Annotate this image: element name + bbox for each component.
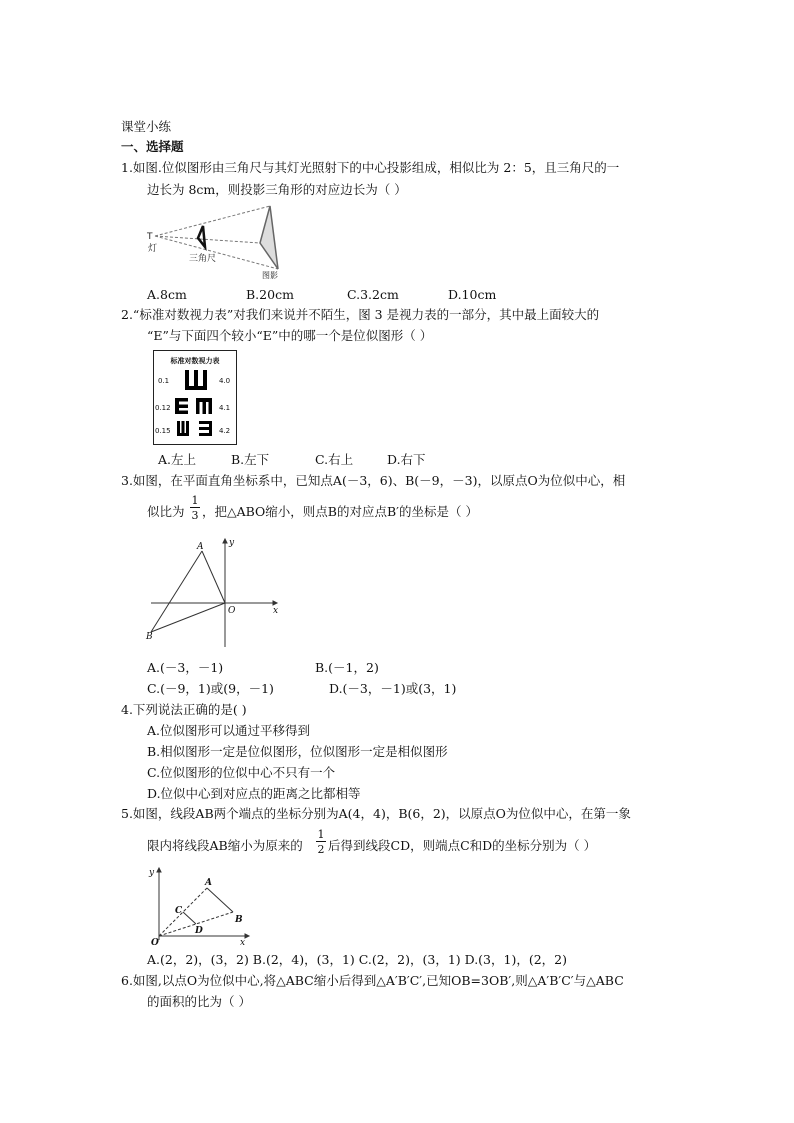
q2-left-label-3: 0.15 [155, 427, 171, 435]
q2-option-b: B.左下 [231, 452, 270, 467]
q2-option-d: D.右下 [387, 452, 426, 467]
q6-stem-line2: 的面积的比为（ ） [147, 994, 251, 1009]
q2-large-e-icon [185, 370, 207, 390]
q5-point-d-label: D [195, 926, 203, 936]
q1-option-a: A.8cm [147, 287, 187, 302]
q3-coordinate-figure [145, 535, 285, 650]
q2-right-label-2: 4.1 [219, 404, 231, 412]
q5-stem-line2-start: 限内将线段AB缩小为原来的 [147, 838, 303, 853]
q2-option-a: A.左上 [158, 452, 197, 467]
q1-shadow-label: 图影 [262, 271, 278, 280]
q5-stem-line1: 5.如图，线段AB两个端点的坐标分别为A(4，4)，B(6，2)，以原点O为位似中心，在第一象 [121, 806, 631, 821]
q3-origin-label: O [228, 606, 236, 616]
q3-stem-line2-end: ，把△ABO缩小，则点B的对应点B′的坐标是（ ） [202, 504, 478, 519]
q5-point-a-label: A [205, 878, 212, 888]
q4-option-a: A.位似图形可以通过平移得到 [147, 723, 311, 738]
q3-fraction-bar [190, 507, 200, 508]
q2-left-label-1: 0.1 [158, 377, 170, 385]
q3-point-b-label: B [146, 632, 153, 642]
q1-stem-line2: 边长为 8cm，则投影三角形的对应边长为（ ） [147, 182, 407, 197]
q2-small-e-top-left-icon [175, 398, 188, 414]
q5-options: A.(2，2)，(3，2) B.(2，4)，(3，1) C.(2，2)，(3，1) D.(3，1)，(2，2) [147, 952, 567, 967]
q5-fraction-bar [316, 841, 326, 842]
q2-chart-title: 标准对数视力表 [170, 357, 220, 365]
q1-ruler-label: 三角尺 [189, 254, 217, 264]
q6-stem-line1: 6.如图,以点O为位似中心,将△ABC缩小后得到△A′B′C′,已知OB=3OB′,则△A′B′C′与△ABC [121, 973, 624, 988]
q4-option-d: D.位似中心到对应点的距离之比都相等 [147, 786, 361, 801]
q5-coordinate-figure [145, 866, 255, 948]
q2-small-e-top-right-icon [196, 398, 212, 414]
q5-x-axis-label: x [240, 938, 246, 948]
q3-option-c: C.(－9，1)或(9，－1) [147, 681, 274, 696]
q3-y-axis-label: y [229, 538, 235, 548]
q1-option-b: B.20cm [246, 287, 294, 302]
q3-point-a-label: A [197, 542, 204, 552]
q1-projection-figure [145, 203, 295, 281]
q5-y-axis-label: y [149, 868, 155, 878]
q2-right-label-1: 4.0 [219, 377, 231, 385]
q1-option-c: C.3.2cm [347, 287, 399, 302]
q5-fraction-denominator: 2 [317, 843, 325, 856]
q5-point-b-label: B [235, 915, 243, 925]
q2-option-c: C.右上 [315, 452, 354, 467]
q3-fraction-numerator: 1 [191, 494, 199, 507]
q1-stem-line1: 1.如图.位似图形由三角尺与其灯光照射下的中心投影组成，相似比为 2：5，且三角尺的一 [121, 160, 620, 175]
q4-stem: 4.下列说法正确的是( ) [121, 702, 247, 717]
part-title: 一、选择题 [121, 139, 184, 154]
section-title: 课堂小练 [121, 119, 172, 134]
q1-option-d: D.10cm [448, 287, 497, 302]
q2-small-e-bottom-left-icon [177, 421, 189, 436]
q5-stem-line2-end: 后得到线段CD，则端点C和D的坐标分别为（ ） [328, 838, 597, 853]
q2-right-label-3: 4.2 [219, 427, 231, 435]
q2-stem-line1: 2.“标准对数视力表”对我们来说并不陌生，图 3 是视力表的一部分，其中最上面较大的 [121, 307, 600, 322]
q3-fraction-denominator: 3 [191, 509, 199, 522]
q2-stem-line2: “E”与下面四个较小“E”中的哪一个是位似图形（ ） [147, 328, 433, 343]
q1-lamp-label: 灯 [148, 244, 158, 254]
q5-point-c-label: C [175, 906, 183, 916]
q3-option-a: A.(－3，－1) [147, 660, 224, 675]
q2-left-label-2: 0.12 [155, 404, 171, 412]
q3-x-axis-label: x [273, 606, 279, 616]
q2-eye-chart-figure [153, 350, 237, 445]
q3-option-b: B.(－1，2) [315, 660, 379, 675]
q5-fraction-numerator: 1 [317, 828, 325, 841]
q1-lamp-symbol: T [147, 232, 153, 242]
q5-origin-label: O [151, 938, 159, 948]
q4-option-b: B.相似图形一定是位似图形，位似图形一定是相似图形 [147, 744, 448, 759]
q3-option-d: D.(－3，－1)或(3，1) [329, 681, 457, 696]
q4-option-c: C.位似图形的位似中心不只有一个 [147, 765, 336, 780]
q3-stem-line1: 3.如图，在平面直角坐标系中，已知点A(－3，6)、B(－9，－3)，以原点O为位似中心，相 [121, 473, 626, 488]
q2-small-e-bottom-right-icon [199, 421, 212, 436]
q3-stem-line2-start: 似比为 [147, 504, 185, 519]
